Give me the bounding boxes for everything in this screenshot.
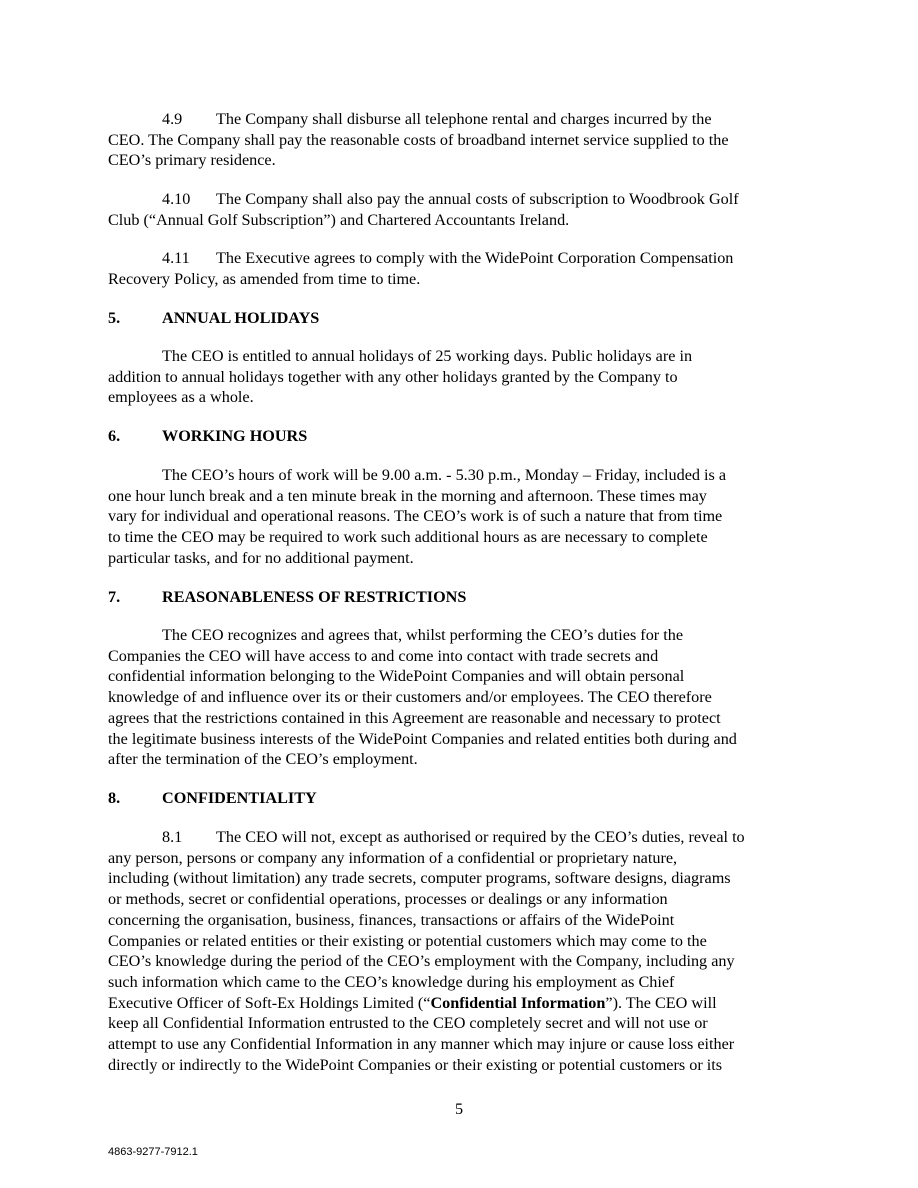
line-text: The CEO will not, except as authorised or required by the CEO’s duties, reveal to bbox=[216, 828, 745, 846]
paragraph-line bbox=[108, 189, 816, 210]
section-number: 6. bbox=[108, 427, 121, 445]
defined-term: Confidential Information bbox=[430, 993, 606, 1012]
paragraph-line bbox=[108, 993, 816, 1014]
paragraph-line: the legitimate business interests of the WidePoint Companies and related entities both during and bbox=[108, 729, 737, 748]
paragraph-line: Club (“Annual Golf Subscription”) and Chartered Accountants Ireland. bbox=[108, 210, 570, 229]
paragraph-line bbox=[108, 109, 816, 130]
paragraph-line: Recovery Policy, as amended from time to time. bbox=[108, 269, 421, 288]
section-heading-6 bbox=[108, 426, 307, 447]
section-title: CONFIDENTIALITY bbox=[162, 789, 317, 807]
paragraph-line: agrees that the restrictions contained in this Agreement are reasonable and necessary to protect bbox=[108, 708, 721, 727]
paragraph-line: The CEO is entitled to annual holidays of 25 working days. Public holidays are in bbox=[162, 347, 693, 365]
section-number: 5. bbox=[108, 309, 121, 327]
paragraph-section-6 bbox=[108, 465, 816, 569]
section-heading-7 bbox=[108, 587, 466, 608]
paragraph-line: vary for individual and operational reasons. The CEO’s work is of such a nature that from time bbox=[108, 507, 723, 526]
line-text: The Company shall disburse all telephone rental and charges incurred by the bbox=[216, 110, 712, 128]
clause-number: 4.9 bbox=[162, 110, 183, 128]
paragraph-8-1 bbox=[108, 827, 816, 1075]
paragraph-section-7 bbox=[108, 625, 816, 770]
paragraph-line: or methods, secret or confidential operations, processes or dealings or any information bbox=[108, 890, 668, 909]
paragraph-line: employees as a whole. bbox=[108, 388, 254, 407]
paragraph-4-10 bbox=[108, 189, 816, 230]
line-text: The Company shall also pay the annual costs of subscription to Woodbrook Golf bbox=[216, 190, 739, 208]
paragraph-line: confidential information belonging to the WidePoint Companies and will obtain personal bbox=[108, 667, 685, 686]
section-heading-5 bbox=[108, 308, 319, 329]
paragraph-line: one hour lunch break and a ten minute break in the morning and afternoon. These times may bbox=[108, 486, 707, 505]
line-text: Executive Officer of Soft-Ex Holdings Limited (“ bbox=[108, 993, 431, 1012]
section-heading-8 bbox=[108, 788, 317, 809]
page-number: 5 bbox=[454, 1100, 464, 1118]
paragraph-line bbox=[108, 827, 816, 848]
section-title: ANNUAL HOLIDAYS bbox=[162, 309, 320, 327]
paragraph-line: addition to annual holidays together with any other holidays granted by the Company to bbox=[108, 367, 678, 386]
paragraph-line: including (without limitation) any trade secrets, computer programs, software designs, diagrams bbox=[108, 869, 731, 888]
section-title: WORKING HOURS bbox=[162, 427, 308, 445]
paragraph-line: The CEO recognizes and agrees that, whilst performing the CEO’s duties for the bbox=[162, 626, 684, 644]
paragraph-line: such information which came to the CEO’s knowledge during his employment as Chief bbox=[108, 972, 675, 991]
paragraph-line: after the termination of the CEO’s employment. bbox=[108, 750, 418, 769]
clause-number: 4.10 bbox=[162, 190, 191, 208]
paragraph-line bbox=[108, 248, 816, 269]
paragraph-line: CEO’s primary residence. bbox=[108, 151, 276, 170]
paragraph-4-9 bbox=[108, 109, 816, 171]
paragraph-4-11 bbox=[108, 248, 816, 289]
paragraph-line: attempt to use any Confidential Information in any manner which may injure or cause loss either bbox=[108, 1035, 735, 1054]
section-number: 8. bbox=[108, 789, 121, 807]
paragraph-section-5 bbox=[108, 346, 816, 408]
clause-number: 4.11 bbox=[162, 249, 190, 267]
paragraph-line: CEO. The Company shall pay the reasonable costs of broadband internet service supplied to the bbox=[108, 130, 729, 149]
line-text: The Executive agrees to comply with the WidePoint Corporation Compensation bbox=[216, 249, 734, 267]
paragraph-line: to time the CEO may be required to work such additional hours as are necessary to complete bbox=[108, 528, 708, 547]
paragraph-line: any person, persons or company any information of a confidential or proprietary nature, bbox=[108, 848, 678, 867]
paragraph-line: knowledge of and influence over its or their customers and/or employees. The CEO therefore bbox=[108, 688, 712, 707]
paragraph-line: Companies or related entities or their existing or potential customers which may come to the bbox=[108, 931, 707, 950]
paragraph-line: The CEO’s hours of work will be 9.00 a.m. - 5.30 p.m., Monday – Friday, included is a bbox=[162, 466, 727, 484]
document-id: 4863-9277-7912.1 bbox=[108, 1146, 198, 1158]
paragraph-line: Companies the CEO will have access to and come into contact with trade secrets and bbox=[108, 646, 659, 665]
paragraph-line: CEO’s knowledge during the period of the CEO’s employment with the Company, including any bbox=[108, 952, 735, 971]
paragraph-line: directly or indirectly to the WidePoint Companies or their existing or potential customers or its bbox=[108, 1055, 723, 1074]
paragraph-line: particular tasks, and for no additional payment. bbox=[108, 548, 414, 567]
line-text: ”). The CEO will bbox=[605, 993, 717, 1012]
paragraph-line: keep all Confidential Information entrusted to the CEO completely secret and will not use or bbox=[108, 1014, 708, 1033]
section-title: REASONABLENESS OF RESTRICTIONS bbox=[162, 588, 467, 606]
section-number: 7. bbox=[108, 588, 121, 606]
clause-number: 8.1 bbox=[162, 828, 183, 846]
paragraph-line: concerning the organisation, business, finances, transactions or affairs of the WidePoint bbox=[108, 910, 675, 929]
